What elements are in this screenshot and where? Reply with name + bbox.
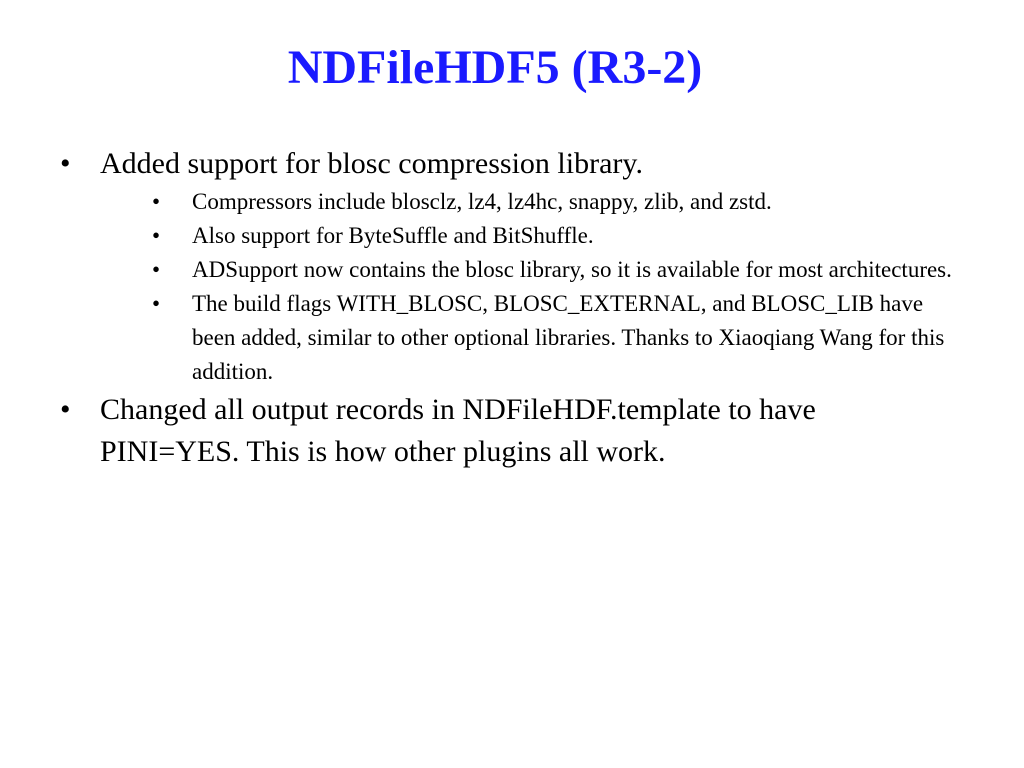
- bullet-icon: •: [152, 291, 161, 316]
- sub-bullet-item: [100, 253, 960, 287]
- sub-bullet-item: [100, 185, 960, 219]
- sub-bullet-text: The build flags WITH_BLOSC, BLOSC_EXTERNAL, and BLOSC_LIB have been added, similar to other optional libraries. Thanks to Xiaoqiang Wang for this addition.: [192, 291, 945, 384]
- bullet-text: Added support for blosc compression library.: [100, 147, 643, 180]
- bullet-item: [60, 389, 960, 473]
- bullet-text: Changed all output records in NDFileHDF.template to have PINI=YES. This is how other plugins all work.: [100, 393, 816, 468]
- bullet-list: [60, 143, 960, 473]
- bullet-icon: •: [60, 393, 71, 426]
- bullet-icon: •: [152, 223, 161, 248]
- sub-bullet-text: Compressors include blosclz, lz4, lz4hc, snappy, zlib, and zstd.: [192, 189, 772, 214]
- bullet-item: [60, 143, 960, 389]
- bullet-icon: •: [152, 189, 161, 214]
- bullet-icon: •: [152, 257, 161, 282]
- slide-title: NDFileHDF5 (R3-2): [287, 41, 703, 94]
- slide-content: [60, 143, 960, 473]
- sub-bullet-list: [100, 185, 960, 389]
- sub-bullet-text: ADSupport now contains the blosc library, so it is available for most architectures.: [192, 257, 952, 282]
- sub-bullet-item: [100, 287, 960, 389]
- sub-bullet-item: [100, 219, 960, 253]
- bullet-icon: •: [60, 147, 71, 180]
- sub-bullet-text: Also support for ByteSuffle and BitShuffle.: [192, 223, 594, 248]
